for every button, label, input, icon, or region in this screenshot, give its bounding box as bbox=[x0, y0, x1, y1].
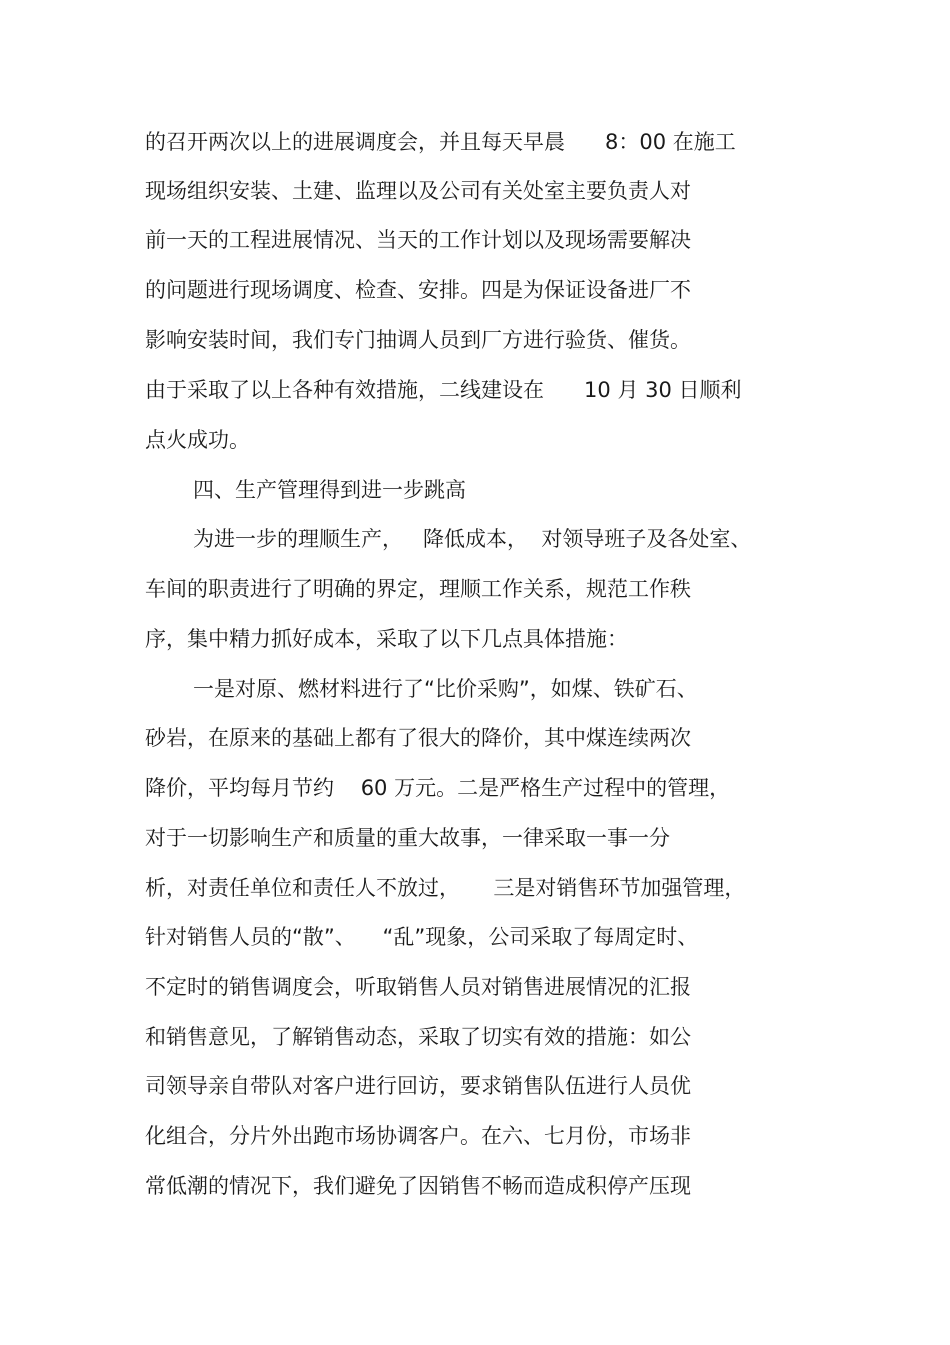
text-line: 现场组织安装、土建、监理以及公司有关处室主要负责人对 bbox=[145, 179, 691, 203]
text-line: 序，集中精力抓好成本，采取了以下几点具体措施： bbox=[145, 627, 628, 651]
text-line: 影响安装时间，我们专门抽调人员到厂方进行验货、催货。 bbox=[145, 328, 691, 352]
text-line: 析，对责任单位和责任人不放过， 三是对销售环节加强管理， bbox=[145, 876, 746, 900]
text-line: 对于一切影响生产和质量的重大故事，一律采取一事一分 bbox=[145, 826, 670, 850]
text-line: 化组合，分片外出跑市场协调客户。在六、七月份，市场非 bbox=[145, 1124, 691, 1148]
text-line: 和销售意见，了解销售动态，采取了切实有效的措施：如公 bbox=[145, 1025, 691, 1049]
text-line: 前一天的工程进展情况、当天的工作计划以及现场需要解决 bbox=[145, 228, 691, 252]
section-heading: 四、生产管理得到进一步跳高 bbox=[193, 478, 466, 502]
text-line: 一是对原、燃材料进行了“比价采购”，如煤、铁矿石、 bbox=[193, 677, 698, 701]
text-line: 为进一步的理顺生产， 降低成本， 对领导班子及各处室、 bbox=[193, 527, 752, 551]
text-line: 降价，平均每月节约 60 万元。二是严格生产过程中的管理， bbox=[145, 776, 731, 800]
text-line: 砂岩，在原来的基础上都有了很大的降价，其中煤连续两次 bbox=[145, 726, 691, 750]
text-line: 司领导亲自带队对客户进行回访，要求销售队伍进行人员优 bbox=[145, 1074, 691, 1098]
text-line: 不定时的销售调度会，听取销售人员对销售进展情况的汇报 bbox=[145, 975, 691, 999]
text-line: 的问题进行现场调度、检查、安排。四是为保证设备进厂不 bbox=[145, 278, 691, 302]
text-line: 针对销售人员的“散”、 “乱”现象，公司采取了每周定时、 bbox=[145, 925, 699, 949]
text-line: 的召开两次以上的进展调度会，并且每天早晨 8：00 在施工 bbox=[145, 130, 736, 154]
text-line: 常低潮的情况下，我们避免了因销售不畅而造成积停产压现 bbox=[145, 1174, 691, 1198]
text-line: 车间的职责进行了明确的界定，理顺工作关系，规范工作秩 bbox=[145, 577, 691, 601]
text-line: 由于采取了以上各种有效措施，二线建设在 10 月 30 日顺利 bbox=[145, 378, 742, 402]
text-line: 点火成功。 bbox=[145, 428, 250, 452]
